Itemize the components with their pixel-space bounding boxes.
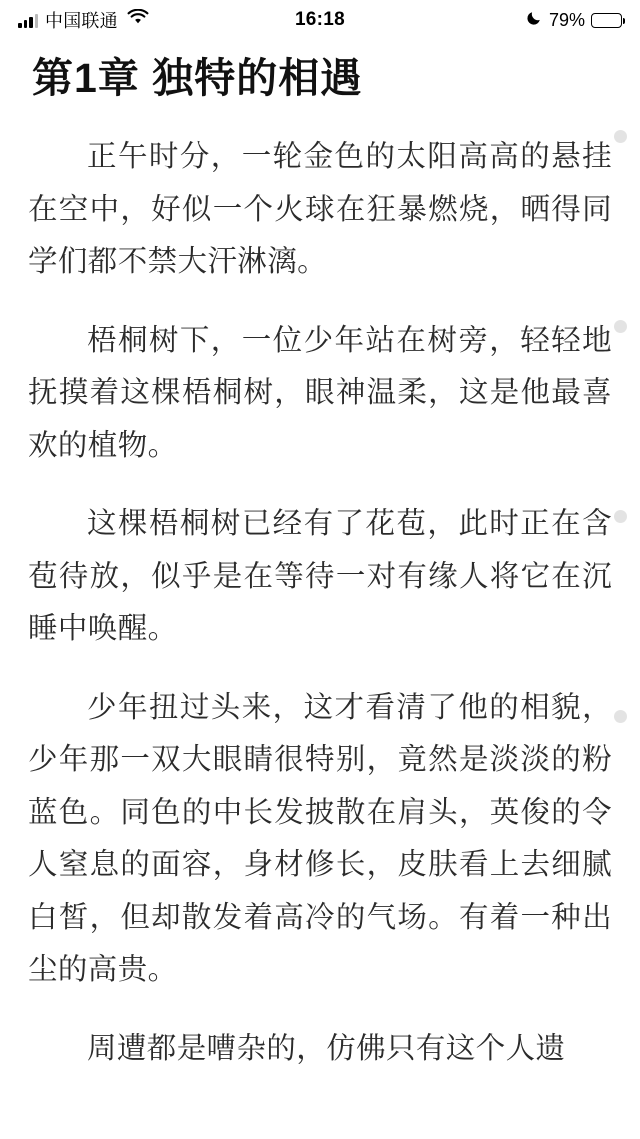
status-bar-right: [526, 9, 622, 32]
carrier-label: 中国联通: [45, 11, 118, 31]
do-not-disturb-moon-icon: [526, 9, 543, 32]
scroll-marker-dot: [614, 510, 627, 523]
battery-percentage-label: 79%: [548, 9, 585, 30]
paragraph: 正午时分，一轮金色的太阳高高的悬挂在空中，好似一个火球在狂暴燃烧，晒得同学们都不禁大汗淋漓。: [28, 140, 612, 279]
status-bar-clock: 16:18: [294, 9, 346, 30]
scroll-marker-dot: [614, 130, 627, 143]
paragraph: 少年扭过头来，这才看清了他的相貌，少年那一双大眼睛很特别，竟然是淡淡的粉蓝色。同色的中长发披散在肩头，英俊的令人窒息的面容，身材修长，皮肤看上去细腻白皙，但却散发着高冷的气场。有着一种出尘的高贵。: [28, 690, 612, 987]
status-bar-left: [18, 7, 149, 33]
scroll-marker-dot: [614, 320, 627, 333]
battery-icon: [591, 13, 622, 28]
paragraph: 梧桐树下，一位少年站在树旁，轻轻地抚摸着这棵梧桐树，眼神温柔，这是他最喜欢的植物。: [28, 323, 612, 462]
paragraph: 周遭都是嘈杂的，仿佛只有这个人遗: [87, 1031, 566, 1065]
status-bar: [0, 0, 640, 40]
paragraph: 这棵梧桐树已经有了花苞，此时正在含苞待放，似乎是在等待一对有缘人将它在沉睡中唤醒。: [28, 507, 612, 646]
reader-content[interactable]: [0, 40, 640, 1075]
chapter-title: 第1章 独特的相遇: [32, 55, 363, 101]
scroll-marker-dot: [614, 710, 627, 723]
cellular-signal-icon: [18, 13, 38, 28]
wifi-icon: [127, 9, 149, 31]
